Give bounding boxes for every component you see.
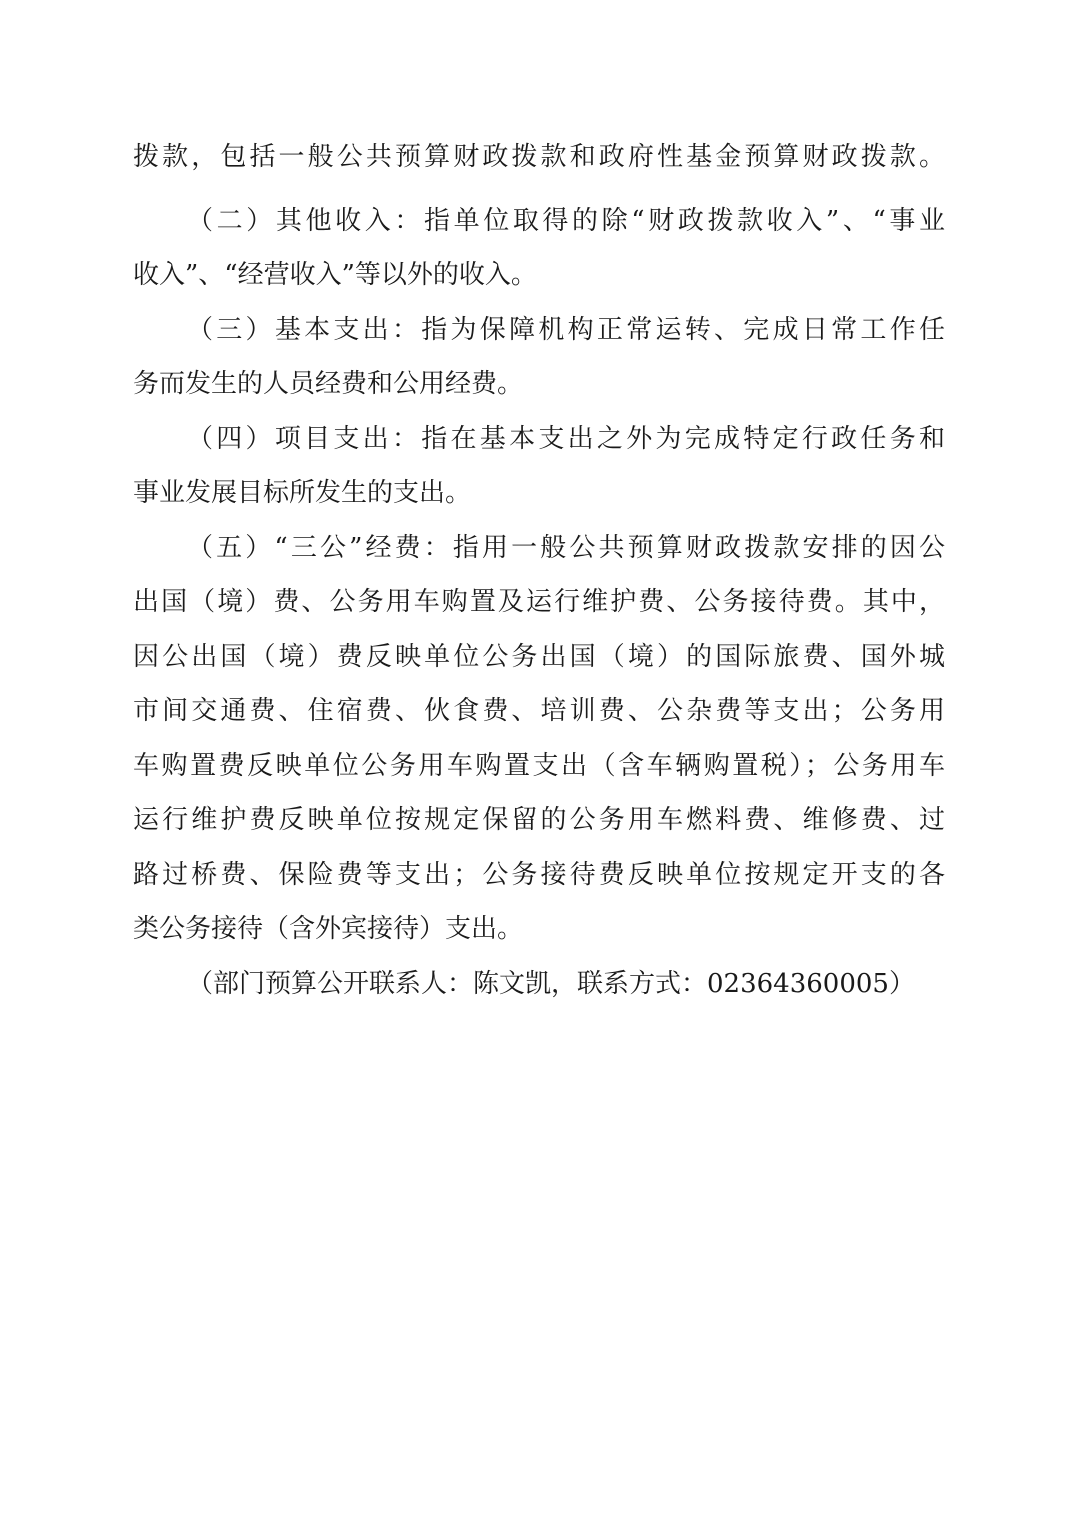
paragraph-line: 拨款，包括一般公共预算财政拨款和政府性基金预算财政拨款。 (133, 142, 945, 172)
paragraph-line: （五）“三公”经费：指用一般公共预算财政拨款安排的因公 (187, 533, 945, 563)
paragraph-line: 类公务接待（含外宾接待）支出。 (133, 914, 524, 944)
paragraph-line: 事业发展目标所发生的支出。 (133, 478, 472, 508)
paragraph-line: 运行维护费反映单位按规定保留的公务用车燃料费、维修费、过 (133, 805, 945, 835)
paragraph-line: 出国（境）费、公务用车购置及运行维护费、公务接待费。其中， (133, 587, 945, 617)
paragraph-line: （二）其他收入：指单位取得的除“财政拨款收入”、“事业 (187, 206, 945, 236)
contact-line: （部门预算公开联系人：陈文凯，联系方式：02364360005） (187, 969, 915, 999)
paragraph-line: 车购置费反映单位公务用车购置支出（含车辆购置税）；公务用车 (133, 751, 945, 781)
paragraph-line: 收入”、“经营收入”等以外的收入。 (133, 260, 537, 290)
paragraph-line: 务而发生的人员经费和公用经费。 (133, 369, 524, 399)
paragraph-line: 路过桥费、保险费等支出；公务接待费反映单位按规定开支的各 (133, 860, 945, 890)
paragraph-line: 因公出国（境）费反映单位公务出国（境）的国际旅费、国外城 (133, 642, 945, 672)
paragraph-line: （三）基本支出：指为保障机构正常运转、完成日常工作任 (187, 315, 945, 345)
paragraph-line: （四）项目支出：指在基本支出之外为完成特定行政任务和 (187, 424, 945, 454)
paragraph-line: 市间交通费、住宿费、伙食费、培训费、公杂费等支出；公务用 (133, 696, 945, 726)
